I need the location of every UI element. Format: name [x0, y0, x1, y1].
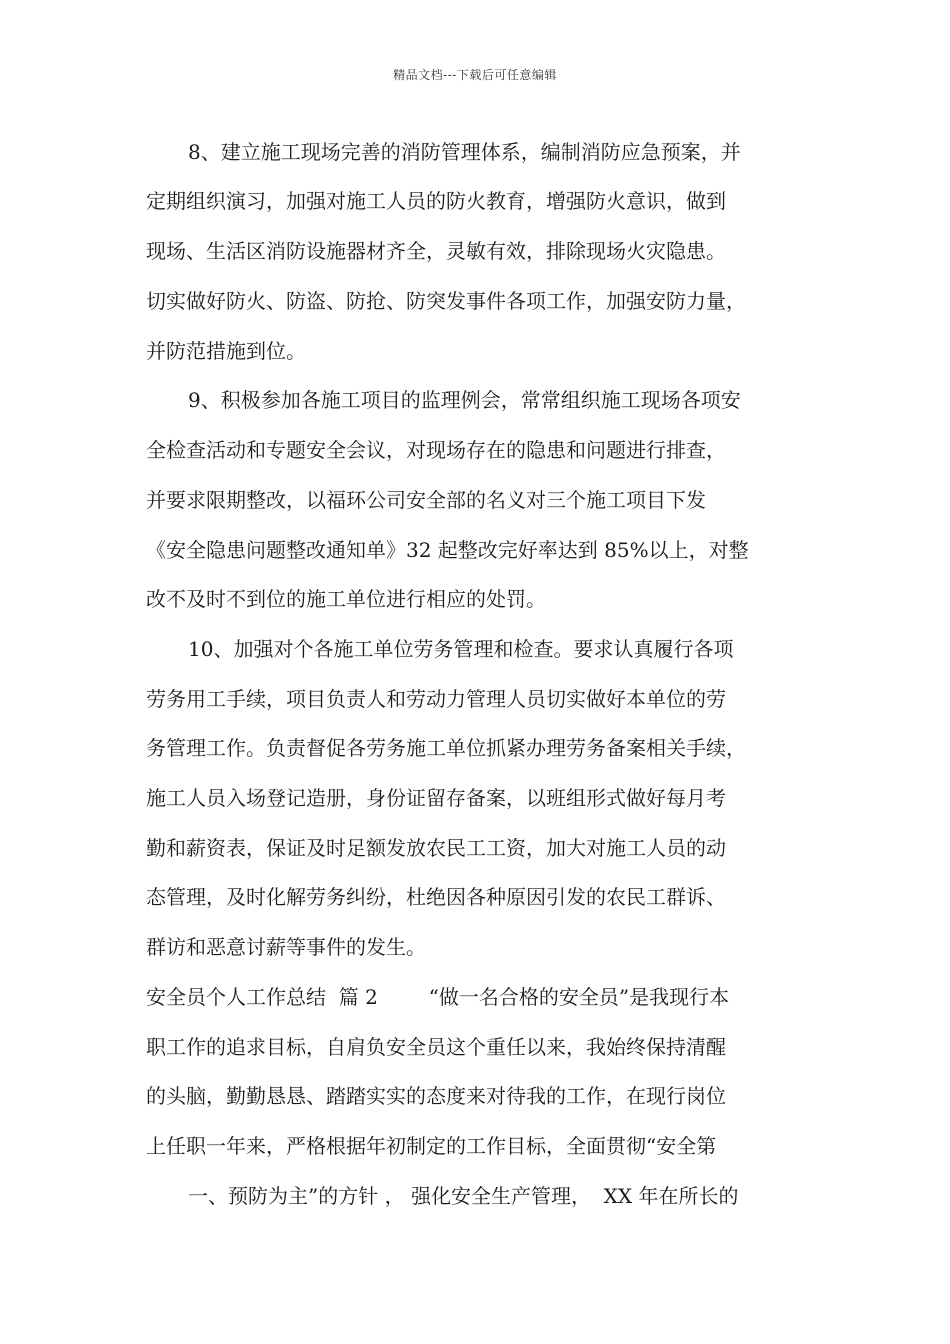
text-line: 群访和恶意讨薪等事件的发生。 [146, 935, 426, 959]
text-line: 并防范措施到位。 [146, 339, 306, 363]
section-heading-line: 安全员个人工作总结 篇 2 “做一名合格的安全员”是我现行本 [146, 985, 730, 1009]
text-line: 8、建立施工现场完善的消防管理体系，编制消防应急预案，并 [188, 140, 741, 164]
text-line: 改不及时不到位的施工单位进行相应的处罚。 [146, 587, 546, 611]
text-line: 并要求限期整改，以福环公司安全部的名义对三个施工项目下发 [146, 488, 706, 512]
text-line: 9、积极参加各施工项目的监理例会，常常组织施工现场各项安 [188, 388, 741, 412]
text-line: 10、加强对个各施工单位劳务管理和检查。要求认真履行各项 [188, 637, 734, 661]
text-line: 现场、生活区消防设施器材齐全，灵敏有效，排除现场火灾隐患。 [146, 239, 726, 263]
text-line: 务管理工作。负责督促各劳务施工单位抓紧办理劳务备案相关手续， [146, 736, 746, 760]
text-line: 的头脑，勤勤恳恳、踏踏实实的态度来对待我的工作，在现行岗位 [146, 1084, 726, 1108]
text-line: 全检查活动和专题安全会议，对现场存在的隐患和问题进行排查， [146, 438, 726, 462]
text-line: 态管理，及时化解劳务纠纷，杜绝因各种原因引发的农民工群诉、 [146, 885, 726, 909]
page-header: 精品文档---下载后可任意编辑 [393, 68, 557, 82]
text-line: 勤和薪资表，保证及时足额发放农民工工资，加大对施工人员的动 [146, 836, 726, 860]
text-line: 定期组织演习，加强对施工人员的防火教育，增强防火意识，做到 [146, 189, 726, 213]
text-line: 一、预防为主”的方针 ， 强化安全生产管理， XX 年在所长的 [188, 1184, 739, 1208]
text-line: 上任职一年来，严格根据年初制定的工作目标，全面贯彻“安全第 [146, 1134, 717, 1158]
text-line: 劳务用工手续，项目负责人和劳动力管理人员切实做好本单位的劳 [146, 687, 726, 711]
text-line: 切实做好防火、防盗、防抢、防突发事件各项工作，加强安防力量， [146, 289, 746, 313]
text-line: 职工作的追求目标，自肩负安全员这个重任以来，我始终保持清醒 [146, 1035, 726, 1059]
text-line: 施工人员入场登记造册，身份证留存备案，以班组形式做好每月考 [146, 786, 726, 810]
text-line: 《安全隐患问题整改通知单》32 起整改完好率达到 85%以上，对整 [146, 538, 749, 562]
